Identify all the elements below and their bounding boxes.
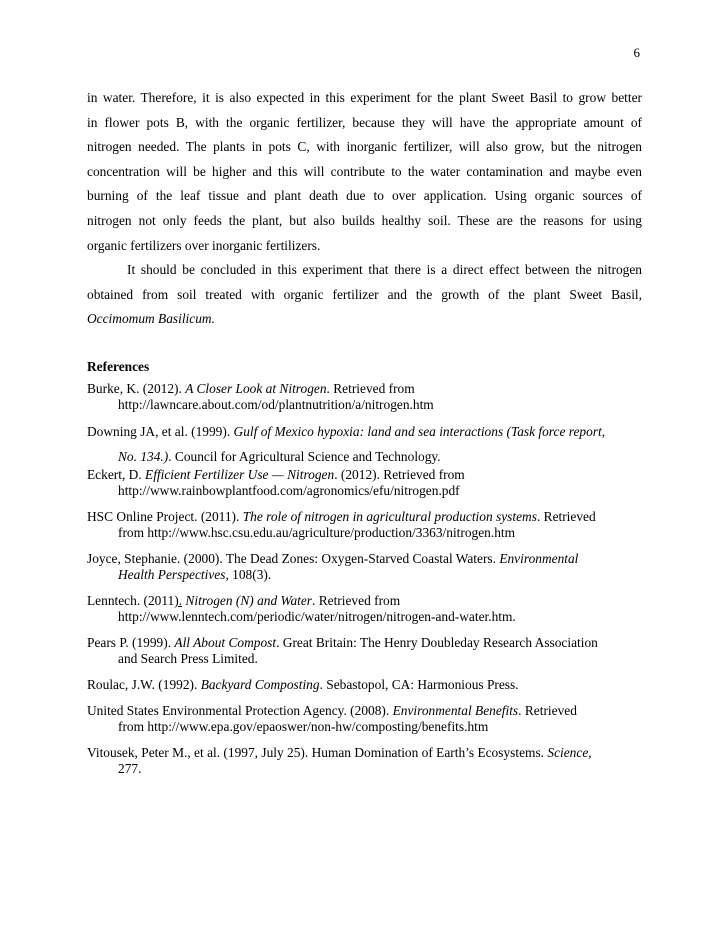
reference-line <box>87 635 647 651</box>
reference-entry <box>87 593 647 625</box>
paragraph-line: in water. Therefore, it is also expected in this experiment for the plant Sweet Basil to grow better <box>87 90 642 105</box>
discussion-paragraph <box>87 86 642 258</box>
species-name: Occimomum Basilicum. <box>87 311 215 327</box>
reference-author: Pears P. (1999). <box>87 635 175 650</box>
reference-title: Backyard Composting <box>200 677 320 692</box>
reference-title: Science <box>547 745 589 760</box>
reference-title: Efficient Fertilizer Use — Nitrogen <box>145 467 335 482</box>
paragraph-line: It should be concluded in this experiment that there is a direct effect between the nitrogen <box>127 262 642 278</box>
paragraph-line: nitrogen needed. The plants in pots C, with inorganic fertilizer, will also grow, but the nitrogen <box>87 139 642 155</box>
reference-author: Vitousek, Peter M., et al. (1997, July 25). Human Domination of Earth’s Ecosystems. <box>87 745 548 760</box>
reference-entry <box>87 635 647 667</box>
paragraph-line: in flower pots B, with the organic fertilizer, because they will have the appropriate amount of <box>87 114 642 130</box>
reference-title: The role of nitrogen in agricultural production systems <box>242 509 537 524</box>
reference-text: . Retrieved <box>518 703 577 718</box>
reference-title: All About Compost <box>174 635 277 650</box>
reference-line <box>87 745 647 761</box>
reference-title: Environmental Benefits <box>392 703 519 718</box>
reference-title: Environmental <box>499 551 579 566</box>
reference-text: . Retrieved from <box>326 381 415 396</box>
reference-line <box>87 567 647 583</box>
reference-text: , 108(3). <box>225 567 272 582</box>
reference-text: 277. <box>118 761 142 776</box>
paragraph-line: obtained from soil treated with organic fertilizer and the growth of the plant Sweet Basil, <box>87 286 642 302</box>
reference-line <box>87 677 647 693</box>
references-heading: References <box>87 359 150 374</box>
reference-line <box>87 509 647 525</box>
reference-line <box>87 467 647 483</box>
reference-title: Gulf of Mexico hypoxia: land and sea interactions (Task force report, <box>233 424 606 439</box>
page-number: 6 <box>633 45 640 60</box>
reference-url: http://www.lenntech.com/periodic/water/nitrogen/nitrogen-and-water.htm. <box>118 609 516 624</box>
reference-entry <box>87 467 647 499</box>
reference-text: , <box>588 745 592 760</box>
reference-url: http://lawncare.about.com/od/plantnutrition/a/nitrogen.htm <box>118 397 434 412</box>
reference-entry <box>87 551 647 583</box>
reference-text: . Sebastopol, CA: Harmonious Press. <box>319 677 519 692</box>
reference-line <box>87 381 647 397</box>
reference-line <box>87 593 647 609</box>
paragraph-line: burning of the leaf tissue and plant death due to over application. Using organic sources of <box>87 188 642 204</box>
reference-author: Joyce, Stephanie. (2000). The Dead Zones: Oxygen-Starved Coastal Waters. <box>87 551 500 566</box>
reference-line <box>87 551 647 567</box>
reference-url: http://www.rainbowplantfood.com/agronomics/efu/nitrogen.pdf <box>118 483 460 498</box>
reference-entry <box>87 703 647 735</box>
paragraph-line: concentration will be higher and this will contribute to the water contamination and maybe even <box>87 163 642 179</box>
reference-author: Roulac, J.W. (1992). <box>87 677 201 692</box>
reference-author: Downing JA, et al. (1999). <box>87 424 234 439</box>
reference-title: A Closer Look at Nitrogen <box>185 381 327 396</box>
paragraph-line: organic fertilizers over inorganic fertilizers. <box>87 237 321 253</box>
reference-author: United States Environmental Protection Agency. (2008). <box>87 703 393 718</box>
reference-title: No. 134.) <box>118 449 169 464</box>
reference-title: Health Perspectives <box>118 567 226 582</box>
reference-line <box>87 419 647 444</box>
reference-line <box>87 703 647 719</box>
reference-text: . Council for Agricultural Science and Technology. <box>168 449 441 464</box>
body-text <box>87 86 642 332</box>
reference-entry <box>87 745 647 777</box>
reference-author: Eckert, D. <box>87 467 146 482</box>
reference-text: . (2012). Retrieved from <box>334 467 465 482</box>
reference-entry <box>87 509 647 541</box>
reference-text: . Retrieved <box>536 509 596 524</box>
reference-title: Nitrogen (N) and Water <box>182 593 313 608</box>
reference-line <box>87 444 647 469</box>
reference-author: Burke, K. (2012). <box>87 381 186 396</box>
reference-text: ). <box>174 593 183 608</box>
reference-url: from http://www.epa.gov/epaoswer/non-hw/composting/benefits.htm <box>118 719 489 734</box>
reference-text: . Retrieved from <box>312 593 401 608</box>
reference-entry <box>87 381 647 413</box>
reference-text: and Search Press Limited. <box>118 651 258 666</box>
conclusion-paragraph <box>87 258 642 332</box>
reference-url: from http://www.hsc.csu.edu.au/agriculture/production/3363/nitrogen.htm <box>118 525 516 540</box>
reference-author: HSC Online Project. (2011). <box>87 509 243 524</box>
reference-entry <box>87 419 647 469</box>
paragraph-line: nitrogen not only feeds the plant, but also builds healthy soil. These are the reasons for using <box>87 212 642 228</box>
reference-author: Lenntech. (2011 <box>87 593 175 608</box>
reference-entry <box>87 677 647 693</box>
reference-text: . Great Britain: The Henry Doubleday Research Association <box>276 635 598 650</box>
references-section <box>87 359 647 787</box>
